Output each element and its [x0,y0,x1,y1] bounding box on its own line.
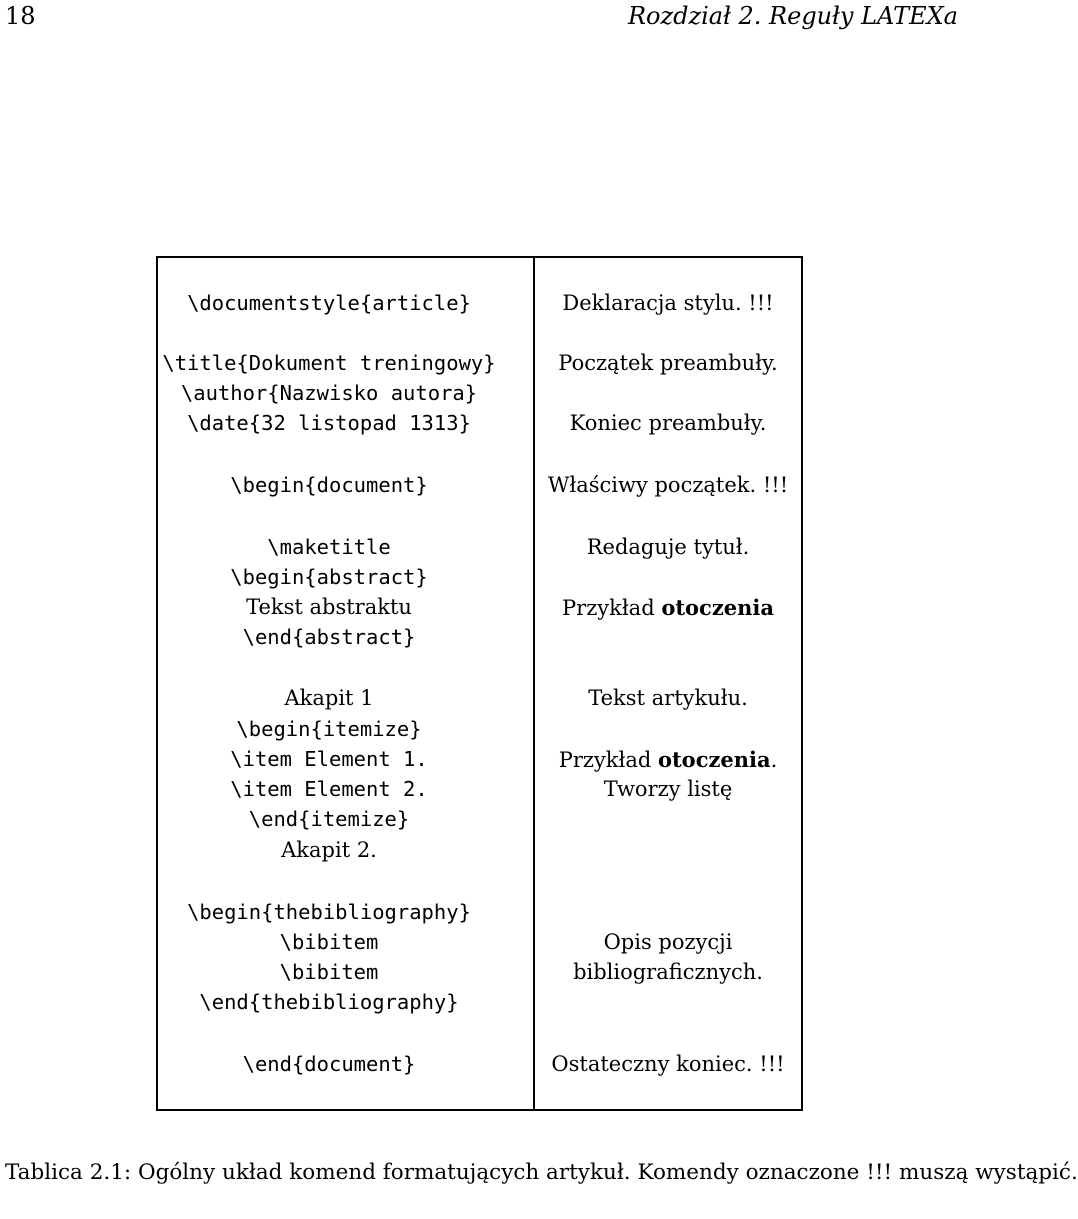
code-line: \begin{itemize} [236,717,422,741]
code-line: \item Element 2. [230,777,428,801]
desc-line: Koniec preambuły. [569,411,767,435]
desc-line: Właściwy początek. !!! [547,473,789,497]
code-line: \begin{thebibliography} [187,900,471,924]
code-line: \begin{abstract} [230,565,428,589]
desc-line [562,597,774,619]
code-line: \date{32 listopad 1313} [187,411,471,435]
code-line: \end{document} [242,1052,416,1076]
code-line: \author{Nazwisko autora} [180,381,478,405]
code-line: \begin{document} [230,473,428,497]
desc-line: Opis pozycji [603,930,733,954]
desc-line: Redaguje tytuł. [586,535,750,559]
page-header [0,0,960,40]
code-line: \end{abstract} [242,625,416,649]
table-caption: Tablica 2.1: Ogólny układ komend formatujących artykuł. Komendy oznaczone !!! muszą wystąpić. [5,1160,1078,1185]
code-line: \documentstyle{article} [187,291,471,315]
command-table [156,256,803,1111]
code-line: \item Element 1. [230,747,428,771]
env-keyword: otoczenia [661,595,774,620]
text-line: Akapit 2. [281,838,377,862]
code-line: \bibitem [279,960,379,984]
code-line: \bibitem [279,930,379,954]
page-number: 18 [5,2,36,30]
env-keyword: otoczenia [657,747,771,772]
text-line: Akapit 1 [284,686,374,710]
code-line: \end{itemize} [248,807,410,831]
desc-text: Przykład [562,596,655,620]
text-line: Tekst abstraktu [246,595,412,619]
desc-text: Przykład [558,748,652,772]
desc-line: Deklaracja stylu. !!! [562,291,774,315]
desc-line: bibliograficznych. [573,960,763,984]
code-line: \maketitle [267,535,391,559]
code-line: \end{thebibliography} [199,990,459,1014]
running-title: Rozdział 2. Reguły LATEXa [627,2,958,30]
desc-line: Ostateczny koniec. !!! [551,1052,785,1076]
desc-line: Początek preambuły. [558,351,778,375]
desc-punct: . [770,748,778,772]
code-line: \title{Dokument treningowy} [162,351,496,375]
desc-line: Tworzy listę [603,777,733,801]
desc-line [559,749,778,771]
desc-line: Tekst artykułu. [588,686,748,710]
column-divider [533,258,535,1109]
